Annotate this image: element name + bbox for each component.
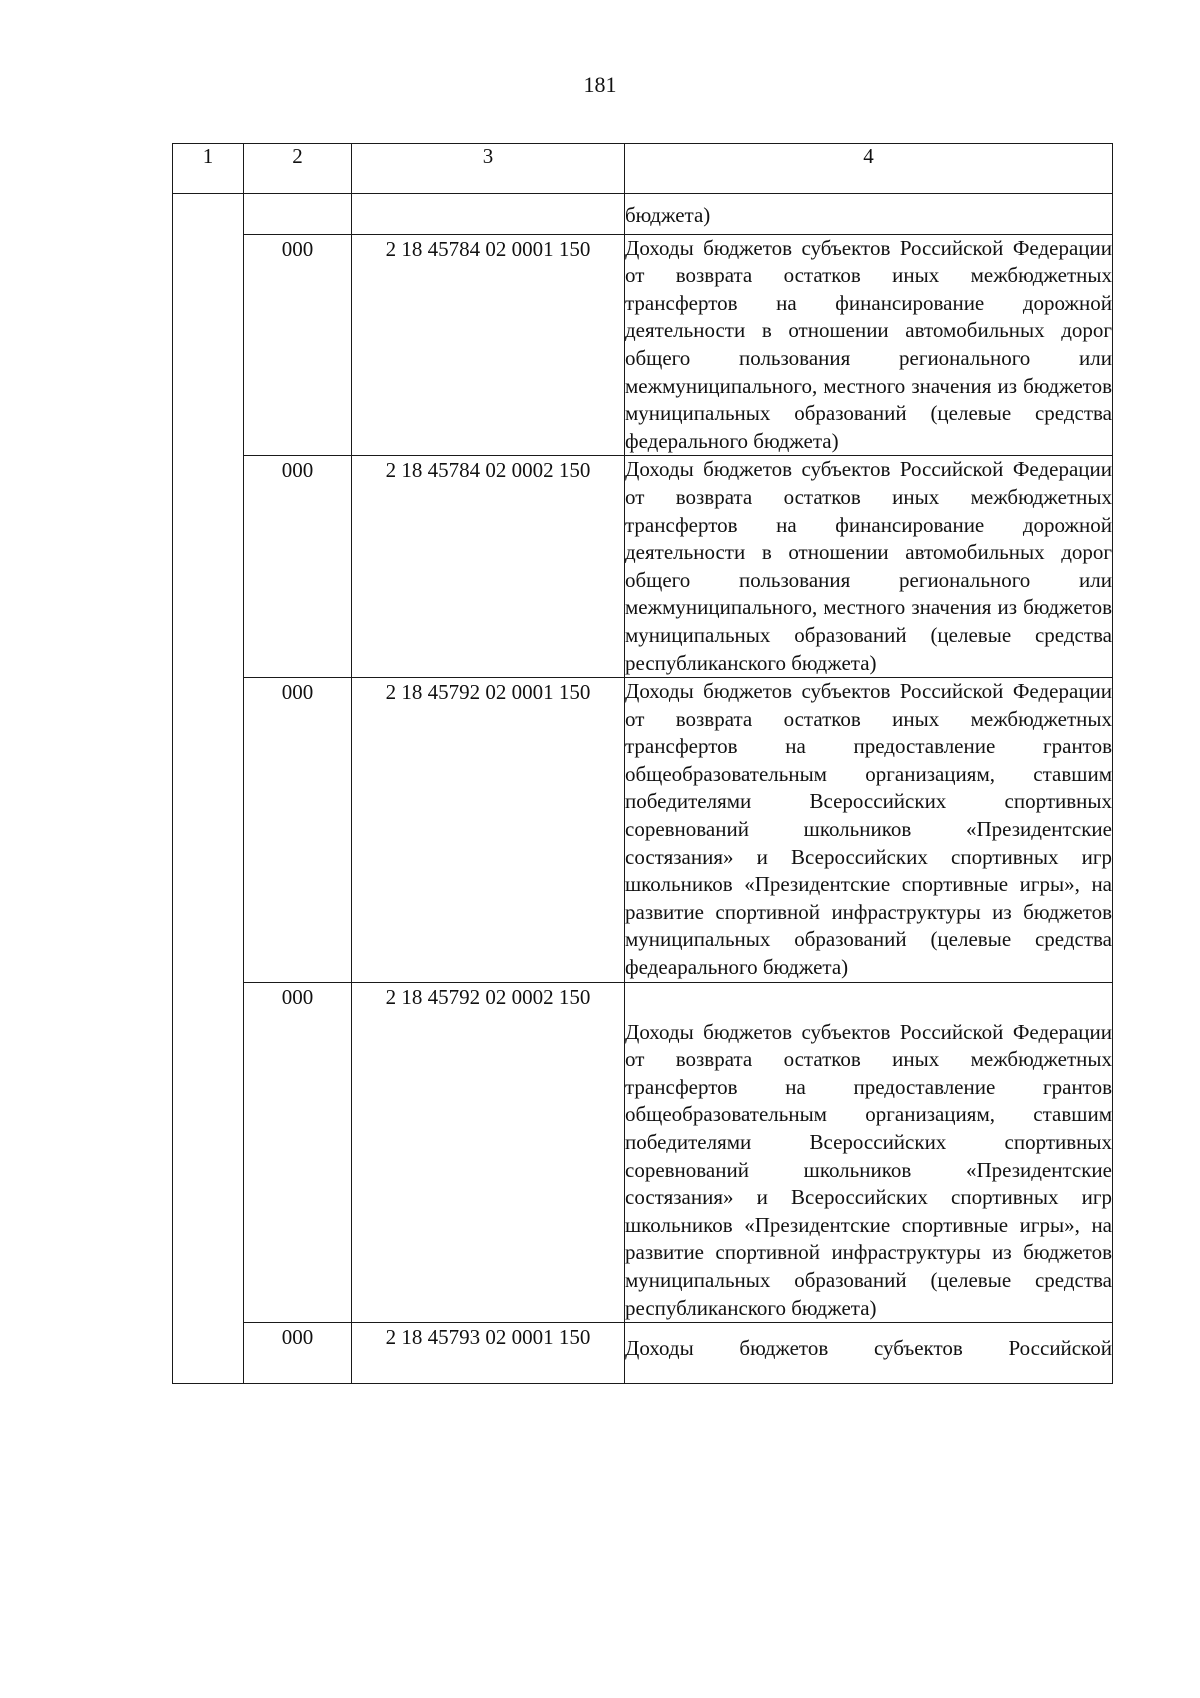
table-row [173,194,1113,235]
admin-code-cell: 000 [244,234,352,456]
table-header-row [173,144,1113,194]
admin-code-cell [244,194,352,235]
header-col-3: 3 [352,144,625,194]
kbk-code-cell: 2 18 45792 02 0002 150 [352,982,625,1323]
table-row [173,1323,1113,1384]
kbk-code-cell [352,194,625,235]
table-row [173,456,1113,678]
header-col-1: 1 [173,144,244,194]
description-cell: Доходы бюджетов субъектов Российской Федерации от возврата остатков иных межбюджетных трансфертов на финансирование дорожной деятельности в отношении автомобильных дорог общего пользования регионального или межмуниципального, местного значения из бюджетов муниципальных образований (целевые средства федерального бюджета) [625,234,1113,456]
admin-code-cell: 000 [244,982,352,1323]
table-row [173,234,1113,456]
admin-code-cell: 000 [244,678,352,983]
description-cell: бюджета) [625,194,1113,235]
description-cell: Доходы бюджетов субъектов Российской Федерации от возврата остатков иных межбюджетных трансфертов на предоставление грантов общеобразовательным организациям, ставшим победителями Всероссийских спортивных соревнований школьников «Президентские состязания» и Всероссийских спортивных игр школьников «Президентские спортивные игры», на развитие спортивной инфраструктуры из бюджетов муниципальных образований (целевые средства республиканского бюджета) [625,982,1113,1323]
col1-merged-cell [173,194,244,1384]
kbk-code-cell: 2 18 45784 02 0001 150 [352,234,625,456]
header-col-2: 2 [244,144,352,194]
page-number: 181 [583,72,617,97]
kbk-code-cell: 2 18 45784 02 0002 150 [352,456,625,678]
admin-code-cell: 000 [244,456,352,678]
description-cell: Доходы бюджетов субъектов Российской Федерации от возврата остатков иных межбюджетных трансфертов на финансирование дорожной деятельности в отношении автомобильных дорог общего пользования регионального или межмуниципального, местного значения из бюджетов муниципальных образований (целевые средства республиканского бюджета) [625,456,1113,678]
table-row [173,678,1113,983]
description-cell: Доходы бюджетов субъектов Российской [625,1323,1113,1384]
description-cell: Доходы бюджетов субъектов Российской Федерации от возврата остатков иных межбюджетных трансфертов на предоставление грантов общеобразовательным организациям, ставшим победителями Всероссийских спортивных соревнований школьников «Президентские состязания» и Всероссийских спортивных игр школьников «Президентские спортивные игры», на развитие спортивной инфраструктуры из бюджетов муниципальных образований (целевые средства федеарального бюджета) [625,678,1113,983]
budget-classification-table [172,143,1113,1384]
admin-code-cell: 000 [244,1323,352,1384]
header-col-4: 4 [625,144,1113,194]
table-row [173,982,1113,1323]
kbk-code-cell: 2 18 45792 02 0001 150 [352,678,625,983]
kbk-code-cell: 2 18 45793 02 0001 150 [352,1323,625,1384]
